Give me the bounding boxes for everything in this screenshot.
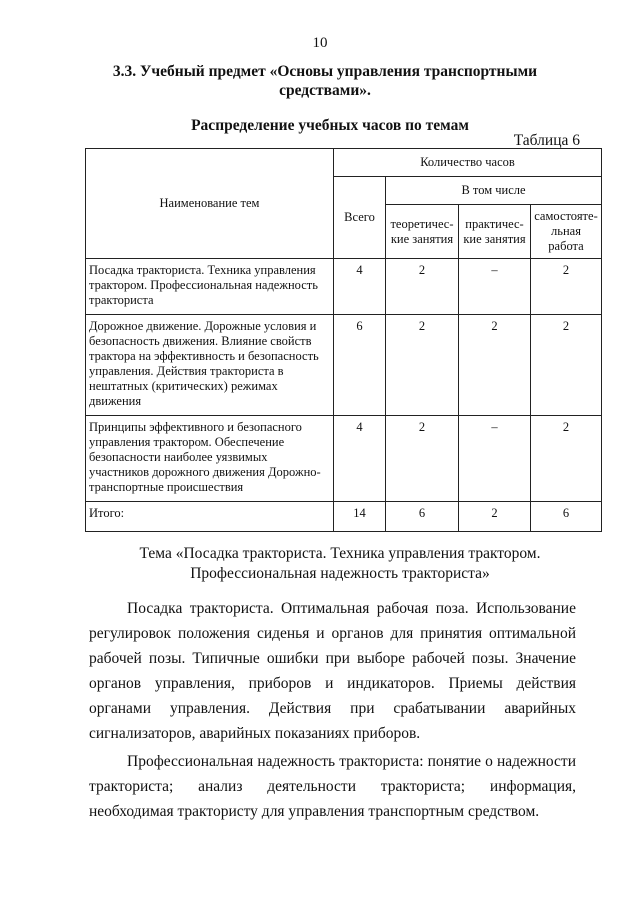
row-topic-name: Дорожное движение. Дорожные условия и безопасность движения. Влияние свойств трактора на эффективность и безопасность управления. Действия тракториста в нештатных (критических) режимах движения bbox=[86, 315, 334, 416]
row-self: 2 bbox=[531, 259, 602, 315]
row-self: 2 bbox=[531, 416, 602, 502]
hours-table bbox=[85, 148, 602, 532]
row-theory: 2 bbox=[386, 416, 459, 502]
header-row-1 bbox=[86, 149, 602, 177]
table-label: Таблица 6 bbox=[513, 132, 580, 149]
header-practice: практичес-кие занятия bbox=[459, 205, 531, 259]
header-including: В том числе bbox=[386, 177, 602, 205]
total-practice: 2 bbox=[459, 502, 531, 532]
total-label: Итого: bbox=[86, 502, 334, 532]
total-theory: 6 bbox=[386, 502, 459, 532]
row-self: 2 bbox=[531, 315, 602, 416]
header-hours: Количество часов bbox=[334, 149, 602, 177]
table-row bbox=[86, 259, 602, 315]
row-practice: 2 bbox=[459, 315, 531, 416]
page-number: 10 bbox=[312, 35, 328, 51]
header-self: самостояте-льная работа bbox=[531, 205, 602, 259]
row-practice: – bbox=[459, 259, 531, 315]
row-practice: – bbox=[459, 416, 531, 502]
row-topic-name: Посадка тракториста. Техника управления трактором. Профессиональная надежность тракториста bbox=[86, 259, 334, 315]
total-total: 14 bbox=[334, 502, 386, 532]
row-topic-name: Принципы эффективного и безопасного управления трактором. Обеспечение безопасности наиболее уязвимых участников дорожного движения Дорожно-транспортные происшествия bbox=[86, 416, 334, 502]
header-theory: теоретичес-кие занятия bbox=[386, 205, 459, 259]
table-title: Распределение учебных часов по темам bbox=[191, 117, 469, 134]
total-row bbox=[86, 502, 602, 532]
row-total: 6 bbox=[334, 315, 386, 416]
header-topic: Наименование тем bbox=[86, 149, 334, 259]
body-text bbox=[89, 596, 576, 827]
topic-heading: Тема «Посадка тракториста. Техника управления трактором. Профессиональная надежность тракториста» bbox=[139, 545, 541, 582]
table-row bbox=[86, 416, 602, 502]
row-total: 4 bbox=[334, 416, 386, 502]
paragraph: Посадка тракториста. Оптимальная рабочая поза. Использование регулировок положения сиденья и органов для принятия оптимальной рабочей позы. Типичные ошибки при выборе рабочей позы. Значение органов управления, приборов и индикаторов. Приемы действия органами управления. Действия при срабатывании аварийных сигнализаторов, аварийных показаниях приборов. bbox=[89, 600, 576, 742]
total-self: 6 bbox=[531, 502, 602, 532]
paragraph: Профессиональная надежность тракториста: понятие о надежности тракториста; анализ деятельности тракториста; информация, необходимая трактористу для управления транспортным средством. bbox=[89, 753, 576, 820]
row-theory: 2 bbox=[386, 259, 459, 315]
section-title: 3.3. Учебный предмет «Основы управления транспортными средствами». bbox=[112, 63, 538, 99]
row-total: 4 bbox=[334, 259, 386, 315]
header-total: Всего bbox=[334, 177, 386, 259]
table-row bbox=[86, 315, 602, 416]
row-theory: 2 bbox=[386, 315, 459, 416]
